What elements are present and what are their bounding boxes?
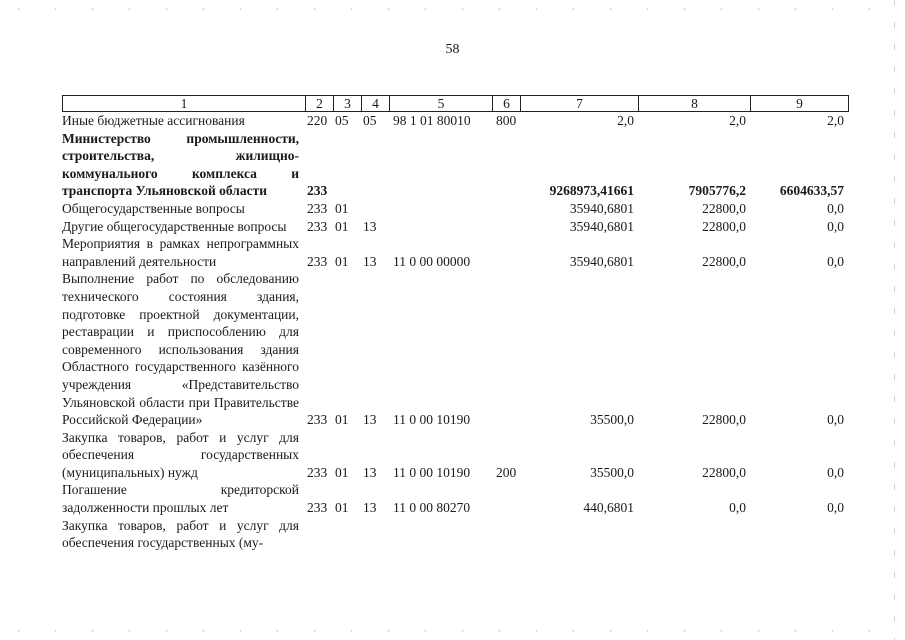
header-cell: 5 [390,96,493,112]
row-value-9: 0,0 [827,218,844,234]
scan-artifact-top [0,8,905,10]
row-code-4: 13 [363,253,377,269]
header-cell: 9 [751,96,849,112]
row-code-5 [389,218,492,236]
row-code-5 [389,517,492,552]
row-value-7 [520,517,638,552]
header-cell: 2 [306,96,334,112]
row-value-8: 22800,0 [702,253,746,269]
row-code-5: 98 1 01 80010 [393,113,471,128]
row-code-2: 233 [307,218,328,234]
table-row [62,112,848,130]
row-code-6 [492,235,520,270]
table-row [62,517,848,552]
row-value-9: 0,0 [827,253,844,269]
header-cell: 8 [639,96,751,112]
header-cell: 4 [362,96,390,112]
row-code-3: 05 [335,113,349,128]
row-code-4: 13 [363,464,377,480]
row-code-5: 11 0 00 00000 [393,253,471,269]
header-cell: 7 [521,96,639,112]
row-code-4 [361,200,389,218]
row-value-8 [638,517,750,552]
row-value-7: 35940,6801 [569,253,634,269]
row-code-6: 200 [496,464,517,480]
row-value-9 [750,517,848,552]
row-value-8: 22800,0 [702,464,746,480]
row-value-7: 35940,6801 [569,218,634,234]
row-name: Министерство промышленности, строительства, жилищно-коммунального комплекса и транспорта Ульяновской области [62,130,299,199]
header-cell: 3 [334,96,362,112]
row-code-5: 11 0 00 80270 [393,500,471,516]
row-value-8: 22800,0 [702,412,746,428]
row-code-6 [492,130,520,200]
table-row [62,481,848,516]
scan-artifact-edge [894,0,895,640]
row-code-4: 13 [363,500,377,516]
row-code-2: 233 [307,464,328,480]
row-value-7: 2,0 [617,113,634,128]
row-code-6: 800 [496,113,517,128]
row-value-7: 35500,0 [590,464,634,480]
table-row [62,130,848,200]
row-code-3: 01 [335,500,349,516]
row-code-2: 233 [307,200,328,216]
row-code-2: 233 [307,412,328,428]
row-value-7: 9268973,41661 [549,183,634,199]
row-value-8: 7905776,2 [688,183,746,199]
row-name: Выполнение работ по обследованию технического состояния здания, подготовке проектной документации, реставрации и приспособлению для современного использования здания Областного государственного казённого учреждения «Представительство Ульяновской области при Правительстве Российской Федерации» [62,271,299,428]
row-value-9: 0,0 [827,412,844,428]
row-code-5 [389,130,492,200]
row-code-6 [492,517,520,552]
row-name: Закупка товаров, работ и услуг для обеспечения государственных (муниципальных) нужд [62,429,299,480]
row-code-2: 220 [307,113,328,128]
row-code-5: 11 0 00 10190 [393,412,471,428]
header-cell: 1 [63,96,306,112]
row-name: Закупка товаров, работ и услуг для обеспечения государственных (му- [62,517,299,551]
table-row [62,429,848,482]
row-value-8: 22800,0 [702,200,746,216]
row-code-2: 233 [307,183,328,199]
row-code-3: 01 [335,464,349,480]
row-value-7: 35940,6801 [569,200,634,216]
row-value-7: 35500,0 [590,412,634,428]
row-name: Погашение кредиторской задолженности прошлых лет [62,482,299,516]
row-code-3 [333,517,361,552]
row-name: Иные бюджетные ассигнования [62,113,245,128]
row-value-7: 440,6801 [583,500,634,516]
row-value-9: 0,0 [827,500,844,516]
row-value-8: 0,0 [729,500,746,516]
row-code-2 [305,517,333,552]
row-code-4 [361,130,389,200]
table-row [62,235,848,270]
row-value-9: 2,0 [827,113,844,128]
row-code-5: 11 0 00 10190 [393,464,471,480]
table-row [62,218,848,236]
row-value-9: 0,0 [827,200,844,216]
column-header-row [62,95,849,112]
row-code-3: 01 [335,253,349,269]
row-name: Мероприятия в рамках непрограммных направлений деятельности [62,236,299,269]
row-value-8: 2,0 [729,113,746,128]
row-code-6 [492,270,520,428]
table-row [62,200,848,218]
row-value-9: 0,0 [827,464,844,480]
row-value-8: 22800,0 [702,218,746,234]
row-name: Общегосударственные вопросы [62,200,245,216]
page-number: 58 [445,42,460,57]
row-code-4 [361,517,389,552]
row-value-9: 6604633,57 [779,183,844,199]
row-code-3: 01 [335,412,349,428]
row-code-2: 233 [307,500,328,516]
row-code-6 [492,218,520,236]
row-code-6 [492,481,520,516]
row-name: Другие общегосударственные вопросы [62,218,287,234]
row-code-3: 01 [335,218,349,234]
table-row [62,270,848,428]
scan-artifact-bottom [0,630,905,632]
row-code-6 [492,200,520,218]
row-code-5 [389,200,492,218]
row-code-3: 01 [335,200,349,216]
row-code-4: 13 [363,218,377,234]
row-code-3 [333,130,361,200]
budget-table [62,112,848,552]
header-cell: 6 [493,96,521,112]
row-code-2: 233 [307,253,328,269]
row-code-4: 05 [363,113,377,128]
row-code-4: 13 [363,412,377,428]
